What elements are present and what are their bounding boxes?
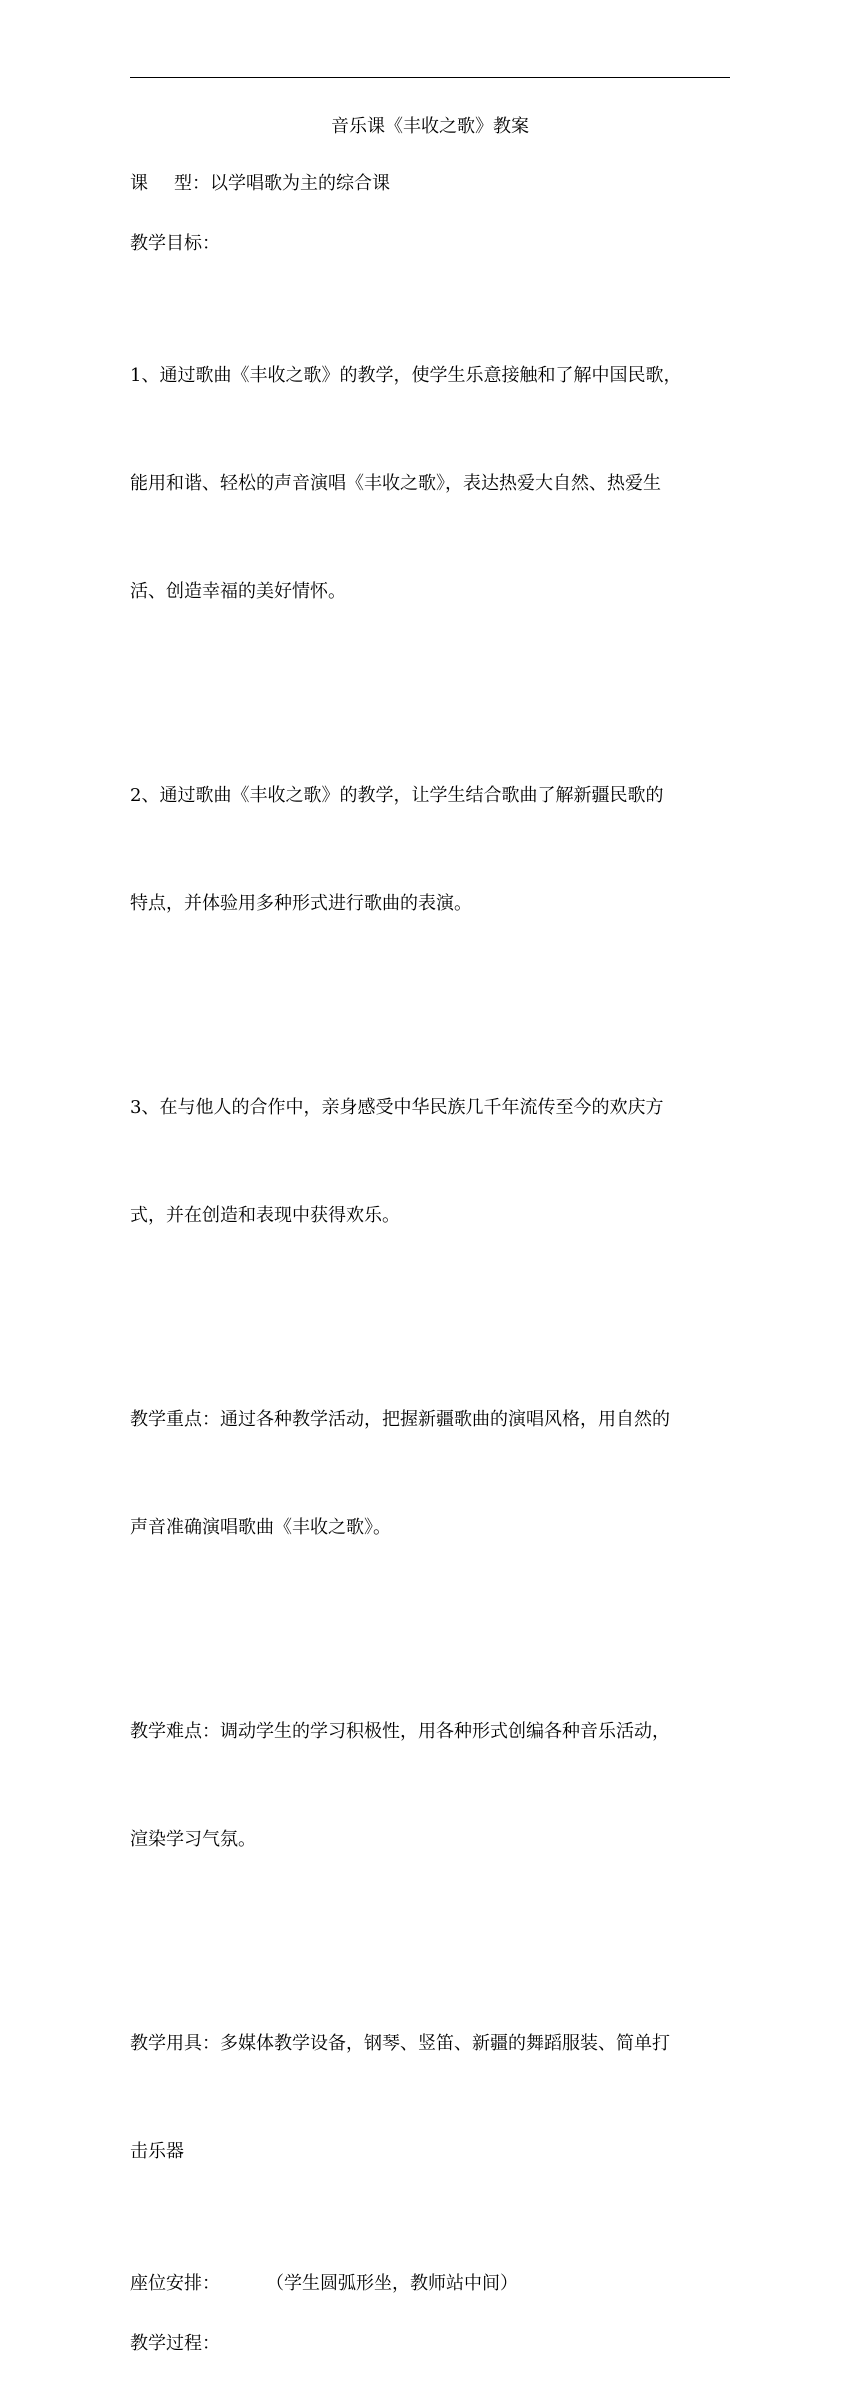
seating-arrangement	[130, 2266, 730, 2302]
paragraph-line: 声音准确演唱歌曲《丰收之歌》。	[130, 1517, 391, 1538]
teaching-tools	[130, 1954, 730, 2242]
course-type-label-b: 型：	[174, 173, 210, 194]
seating-label: 座位安排：	[130, 2273, 220, 2294]
course-type-line	[130, 166, 730, 202]
objective-item-2	[130, 706, 730, 994]
paragraph-line: 特点，并体验用多种形式进行歌曲的表演。	[130, 893, 472, 914]
header-rule	[130, 77, 730, 78]
paragraph-line: 教学重点：通过各种教学活动，把握新疆歌曲的演唱风格，用自然的	[130, 1409, 670, 1430]
difficulties	[130, 1642, 730, 1930]
objective-item-1	[130, 286, 730, 682]
paragraph-line: 能用和谐、轻松的声音演唱《丰收之歌》，表达热爱大自然、热爱生	[130, 473, 661, 494]
key-points	[130, 1330, 730, 1618]
paragraph-line: 渲染学习气氛。	[130, 1829, 256, 1850]
document-title: 音乐课《丰收之歌》教案	[331, 116, 529, 137]
objectives-heading: 教学目标：	[130, 233, 220, 254]
paragraph-line: 3、在与他人的合作中，亲身感受中华民族几千年流传至今的欢庆方	[130, 1097, 664, 1118]
paragraph-line: 教学难点：调动学生的学习积极性，用各种形式创编各种音乐活动，	[130, 1721, 670, 1742]
course-type-value: 以学唱歌为主的综合课	[210, 173, 390, 194]
paragraph-line: 1、通过歌曲《丰收之歌》的教学，使学生乐意接触和了解中国民歌，	[130, 365, 682, 386]
paragraph-line: 活、创造幸福的美好情怀。	[130, 581, 346, 602]
paragraph-line: 2、通过歌曲《丰收之歌》的教学，让学生结合歌曲了解新疆民歌的	[130, 785, 664, 806]
objective-item-3	[130, 1018, 730, 1306]
paragraph-line: 式，并在创造和表现中获得欢乐。	[130, 1205, 400, 1226]
paragraph-line: 击乐器	[130, 2141, 184, 2162]
process-heading: 教学过程：	[130, 2333, 220, 2354]
document-body	[130, 112, 730, 2386]
paragraph-line: 教学用具：多媒体教学设备，钢琴、竖笛、新疆的舞蹈服装、简单打	[130, 2033, 670, 2054]
seating-value: （学生圆弧形坐，教师站中间）	[266, 2273, 518, 2294]
course-type-label-a: 课	[130, 173, 148, 194]
